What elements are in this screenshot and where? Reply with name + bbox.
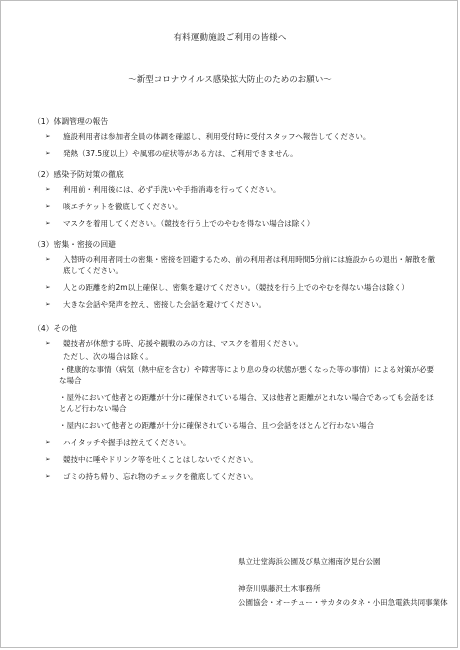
arrow-bullet-icon: ➢ [45,283,51,291]
arrow-bullet-icon: ➢ [45,149,51,157]
section-other [33,323,443,488]
section-heading: （4）その他 [33,324,77,333]
section-health-report [33,116,438,165]
page-title: 有料運動施設ご利用の皆様へ [173,33,287,43]
arrow-bullet-icon: ➢ [45,339,51,347]
footer-operator-name: 公園協会・オーチュー・サカタのタネ・小田急電鉄共同事業体 [238,598,448,607]
exception-item: ・健康的な事情（病気（熱中症を含む）や障害等により息の身の状態が悪くなった等の事情）による対策が必要な場合 [59,365,434,385]
item-text: 競技者が休憩する時、応援や観戦のみの方は、マスクを着用ください。 [63,339,303,348]
list-item [33,471,438,482]
section-avoid-crowding [33,239,438,316]
item-text: 入替時の利用者同士の密集・密接を回避するため、前の利用者は利用時間5分前には施設からの退出・解散を徹底してください。 [63,255,435,275]
arrow-bullet-icon: ➢ [45,300,51,308]
item-text: 咳エチケットを徹底してください。 [63,202,183,211]
arrow-bullet-icon: ➢ [45,255,51,263]
list-item [33,131,438,142]
footer-park-name: 県立辻堂海浜公園及び県立湘南汐見台公園 [238,557,381,566]
arrow-bullet-icon: ➢ [45,132,51,140]
page-subtitle: ～新型コロナウイルス感染拡大防止のためのお願い～ [128,75,332,85]
list-item [33,437,438,448]
item-text: ゴミの持ち帰り、忘れ物のチェックを徹底してください。 [63,472,258,481]
item-text: 発熱（37.5度以上）や風邪の症状等がある方は、ご利用できません。 [63,149,298,158]
arrow-bullet-icon: ➢ [45,185,51,193]
arrow-bullet-icon: ➢ [45,455,51,463]
item-text: マスクを着用してください。（競技を行う上でのやむを得ない場合は除く） [63,219,315,228]
item-note: ただし、次の場合は除く。 [63,352,153,361]
item-text: 施設利用者は参加者全員の体調を確認し、利用受付時に受付スタッフへ報告してください。 [63,132,371,141]
section-heading: （2）感染予防対策の徹底 [33,170,124,179]
item-text: ハイタッチや握手は控えてください。 [63,438,191,447]
item-text: 利用前・利用後には、必ず手洗いや手指消毒を行ってください。 [63,185,281,194]
section-infection-prevention [33,169,438,235]
item-text: 人との距離を約2m以上確保し、密集を避けてください。（競技を行う上でのやむを得ない場合は除く） [63,283,409,292]
list-item [33,299,438,310]
arrow-bullet-icon: ➢ [45,438,51,446]
list-item [33,254,438,276]
section-heading: （3）密集・密接の回避 [33,240,116,249]
item-text: 競技中に唾やドリンク等を吐くことはしないでください。 [63,455,258,464]
list-item [33,338,438,349]
list-item [33,218,438,229]
arrow-bullet-icon: ➢ [45,202,51,210]
list-item [33,184,438,195]
list-item [33,282,438,293]
arrow-bullet-icon: ➢ [45,472,51,480]
exception-item: ・屋外において他者との距離が十分に確保されている場合、又は他者と距離がとれない場合であっても会話をほとんど行わない場合 [59,393,434,413]
footer-office-name: 神奈川県藤沢土木事務所 [238,584,321,593]
item-text: 大きな会話や発声を控え、密接した会話を避けてください。 [63,300,266,309]
list-item [33,454,438,465]
exception-item: ・屋内において他者との距離が十分に確保されている場合、且つ会話をほとんど行わない場合 [59,421,374,430]
list-item [33,201,438,212]
section-heading: （1）体調管理の報告 [33,117,109,126]
list-item [33,148,438,159]
arrow-bullet-icon: ➢ [45,219,51,227]
